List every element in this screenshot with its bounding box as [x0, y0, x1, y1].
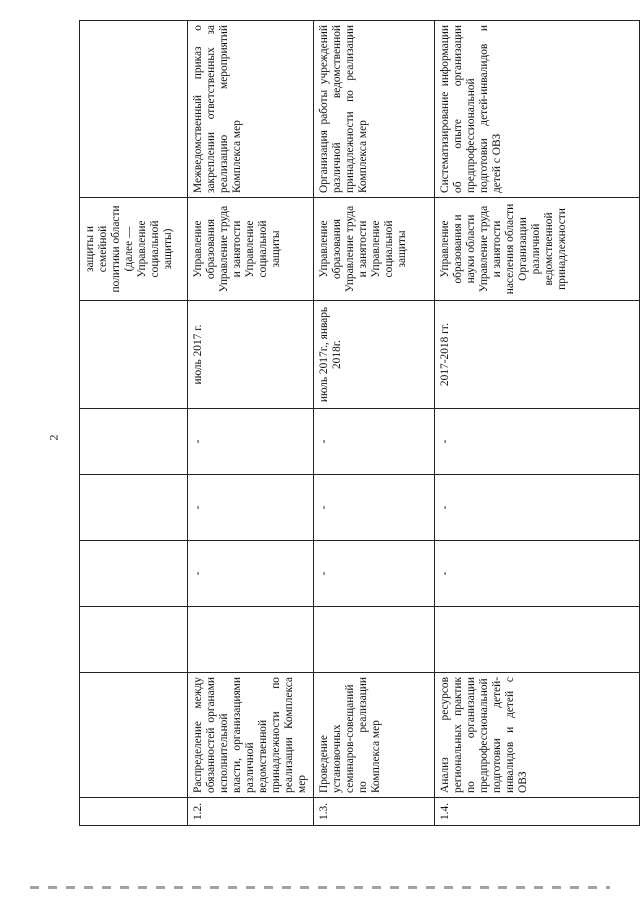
cell-result: Организация работы учреждений различной ведомственной принадлежности по реализации Комплекса мер [314, 21, 435, 198]
cell-col4: - [435, 541, 640, 607]
cell-col6 [80, 409, 188, 475]
cell-result [80, 21, 188, 198]
cell-col6: - [435, 409, 640, 475]
cell-col4: - [314, 541, 435, 607]
table-row [314, 21, 435, 826]
cell-date: июль 2017 г. [188, 301, 314, 409]
cell-activity: Проведение установочных семинаров-совещаний по реализации Комплекса мер [314, 673, 435, 798]
measures-table [79, 20, 640, 826]
cell-number: 1.4. [435, 798, 640, 826]
scan-artifact-line [30, 886, 610, 889]
measures-table-container [79, 21, 617, 826]
cell-col5: - [188, 475, 314, 541]
cell-col3 [188, 607, 314, 673]
cell-col3 [314, 607, 435, 673]
cell-result: Межведомственный приказ о закреплении ответственных за реализацию мероприятий Комплекса мер [188, 21, 314, 198]
cell-col3 [435, 607, 640, 673]
cell-col3 [80, 607, 188, 673]
cell-date [80, 301, 188, 409]
cell-col5 [80, 475, 188, 541]
cell-activity [80, 673, 188, 798]
cell-activity: Распределение между обязанностей органами исполнительной власти, организациями различной ведомственной принадлежности по реализации Комплекса мер [188, 673, 314, 798]
cell-executor: защиты и семейной политики области (далее — Управление социальной защиты) [80, 198, 188, 301]
table-row [188, 21, 314, 826]
cell-col6: - [188, 409, 314, 475]
cell-col6: - [314, 409, 435, 475]
page-number: 2 [46, 434, 61, 441]
cell-executor: Управление образования Управление труда и занятости Управление социальной защиты [188, 198, 314, 301]
cell-date: июль 2017г., январь 2018г. [314, 301, 435, 409]
cell-col4: - [188, 541, 314, 607]
cell-executor: Управление образования и науки области Управление труда и занятости населения области Организации различной ведомственной принадлежности [435, 198, 640, 301]
table-row-continuation [80, 21, 188, 826]
cell-executor: Управление образования Управление труда и занятости Управление социальной защиты [314, 198, 435, 301]
cell-date: 2017-2018 гг. [435, 301, 640, 409]
cell-result: Систематизирование информации об опыте организации предпрофессиональной подготовки детей-инвалидов и детей с ОВЗ [435, 21, 640, 198]
table-row [435, 21, 640, 826]
cell-col5: - [314, 475, 435, 541]
cell-number: 1.2. [188, 798, 314, 826]
cell-number: 1.3. [314, 798, 435, 826]
cell-col4 [80, 541, 188, 607]
cell-number [80, 798, 188, 826]
cell-col5: - [435, 475, 640, 541]
cell-activity: Анализ ресурсов региональных практик по организации предпрофессиональной подготовки детей-инвалидов и детей с ОВЗ [435, 673, 640, 798]
